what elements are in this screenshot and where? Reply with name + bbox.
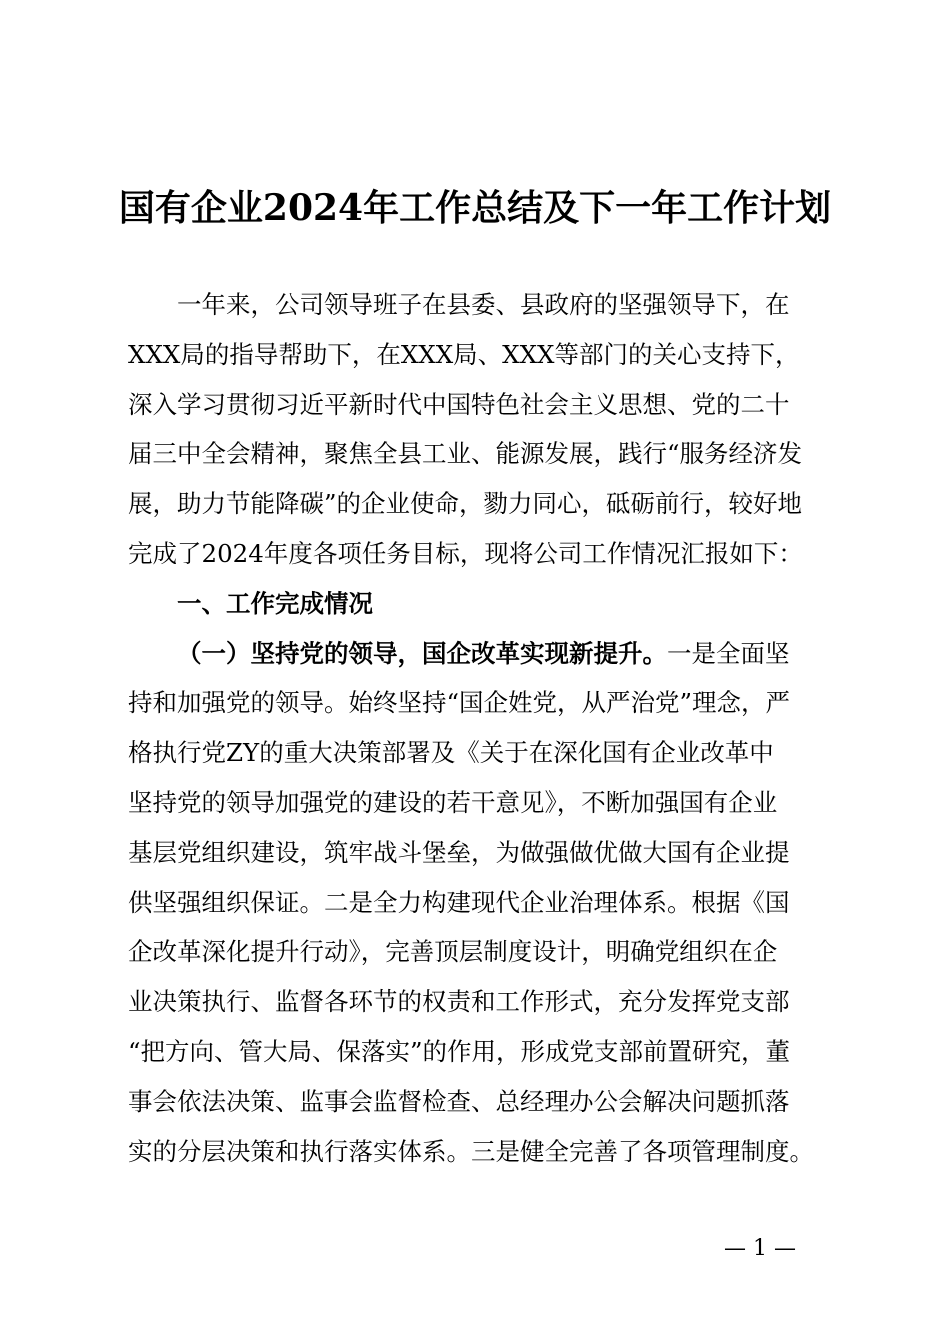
paragraph-line: 深入学习贯彻习近平新时代中国特色社会主义思想、党的二十 — [128, 389, 790, 419]
paragraph-line: 基层党组织建设，筑牢战斗堡垒，为做强做优做大国有企业提 — [128, 837, 790, 867]
paragraph-line: 格执行党ZY的重大决策部署及《关于在深化国有企业改革中 — [128, 738, 774, 768]
paragraph-line: 一年来，公司领导班子在县委、县政府的坚强领导下，在 — [177, 290, 790, 319]
paragraph-line: 业决策执行、监督各环节的权责和工作形式，充分发挥党支部 — [128, 987, 790, 1017]
paragraph-line: 坚持党的领导加强党的建设的若干意见》，不断加强国有企业 — [128, 787, 778, 817]
paragraph-line: 持和加强党的领导。始终坚持“国企姓党，从严治党”理念，严 — [128, 688, 791, 718]
paragraph-line: 供坚强组织保证。二是全力构建现代企业治理体系。根据《国 — [128, 887, 790, 917]
document-body — [128, 280, 858, 1176]
paragraph-line: 实的分层决策和执行落实体系。三是健全完善了各项管理制度。 — [128, 1136, 814, 1166]
page-number: — 1 — — [724, 1236, 796, 1261]
paragraph-line: “把方向、管大局、保落实”的作用，形成党支部前置研究，董 — [128, 1036, 791, 1066]
section-heading: 一、工作完成情况 — [177, 588, 373, 618]
paragraph-line: 完成了2024年度各项任务目标，现将公司工作情况汇报如下： — [128, 538, 803, 568]
subsection-heading: （一）坚持党的领导，国企改革实现新提升。 — [177, 638, 667, 668]
subsection-line — [128, 629, 858, 679]
paragraph-line: 事会依法决策、监事会监督检查、总经理办公会解决问题抓落 — [128, 1086, 790, 1116]
subsection-text: 一是全面坚 — [667, 638, 790, 668]
paragraph-line: 届三中全会精神，聚焦全县工业、能源发展，践行“服务经济发 — [128, 439, 803, 469]
paragraph-line: 展，助力节能降碳”的企业使命，勠力同心，砥砺前行，较好地 — [128, 489, 803, 519]
document-title: 国有企业2024年工作总结及下一年工作计划 — [118, 187, 832, 229]
paragraph-line: 企改革深化提升行动》，完善顶层制度设计，明确党组织在企 — [128, 937, 778, 967]
paragraph-line: XXX局的指导帮助下，在XXX局、XXX等部门的关心支持下， — [128, 339, 800, 369]
